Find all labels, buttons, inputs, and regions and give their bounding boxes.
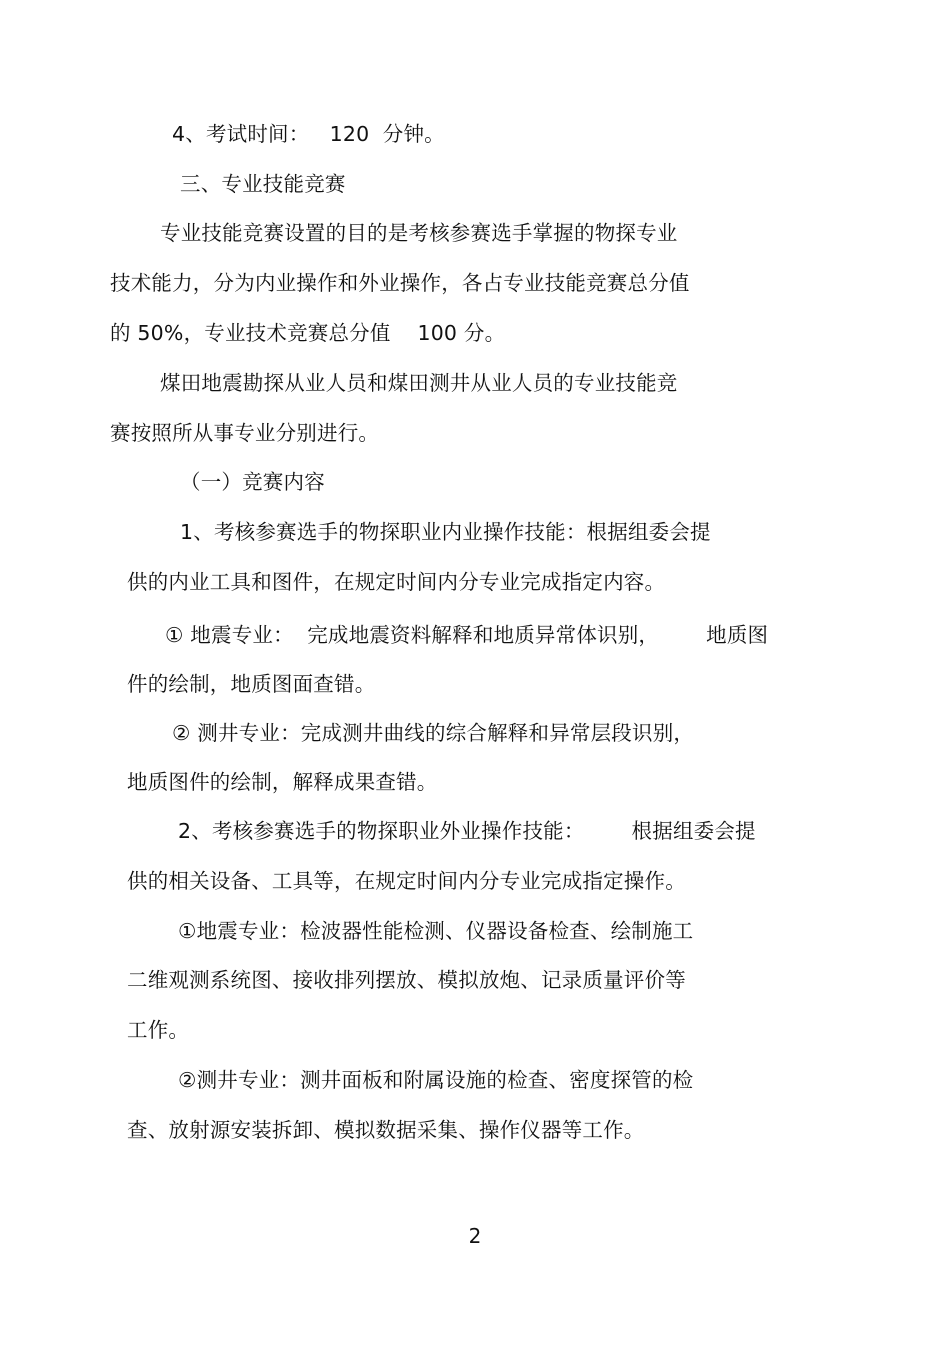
text-line: 专业技能竞赛设置的目的是考核参赛选手掌握的物探专业 xyxy=(160,221,678,245)
text-line: 4、考试时间： 120 分钟。 xyxy=(172,122,445,146)
text-line: ①地震专业：检波器性能检测、仪器设备检查、绘制施工 xyxy=(178,919,694,943)
text-line: 工作。 xyxy=(127,1018,190,1042)
text-line: 供的相关设备、工具等，在规定时间内分专业完成指定操作。 xyxy=(127,869,686,893)
section-heading: 三、专业技能竞赛 xyxy=(180,172,346,196)
text-line: 赛按照所从事专业分别进行。 xyxy=(110,421,380,445)
text-line: 查、放射源安装拆卸、模拟数据采集、操作仪器等工作。 xyxy=(127,1118,645,1142)
text-line: ② 测井专业：完成测井曲线的综合解释和异常层段识别， xyxy=(172,721,695,745)
page-number: 2 xyxy=(468,1224,482,1248)
text-line: 2、考核参赛选手的物探职业外业操作技能： 根据组委会提 xyxy=(178,819,756,843)
text-line: ②测井专业：测井面板和附属设施的检查、密度探管的检 xyxy=(178,1068,694,1092)
text-line: 煤田地震勘探从业人员和煤田测井从业人员的专业技能竞 xyxy=(160,371,678,395)
subsection-heading: （一）竞赛内容 xyxy=(180,470,325,494)
text-line: 供的内业工具和图件，在规定时间内分专业完成指定内容。 xyxy=(127,570,666,594)
text-line: 件的绘制，地质图面查错。 xyxy=(127,672,376,696)
text-line: 地质图件的绘制，解释成果查错。 xyxy=(127,770,438,794)
text-line: 1、考核参赛选手的物探职业内业操作技能：根据组委会提 xyxy=(180,520,711,544)
text-line: 技术能力，分为内业操作和外业操作，各占专业技能竞赛总分值 xyxy=(110,271,690,295)
text-line: ① 地震专业： 完成地震资料解释和地质异常体识别， 地质图 xyxy=(165,623,769,647)
text-line: 二维观测系统图、接收排列摆放、模拟放炮、记录质量评价等 xyxy=(127,968,686,992)
text-line: 的 50%，专业技术竞赛总分值 100 分。 xyxy=(110,321,506,345)
